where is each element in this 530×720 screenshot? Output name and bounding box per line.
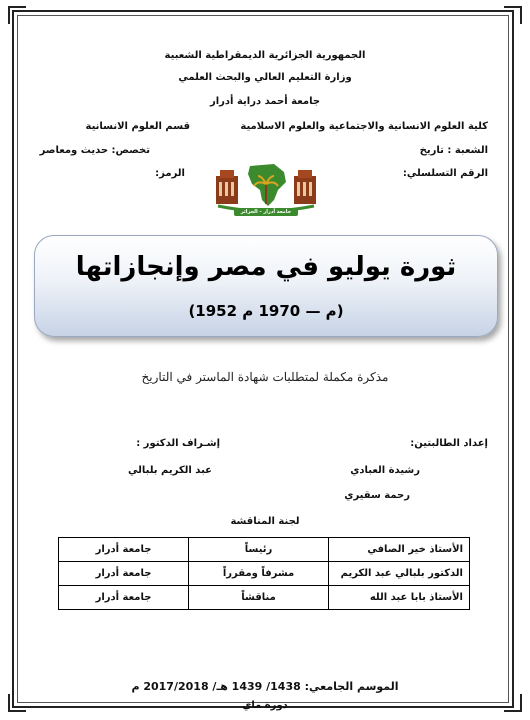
border-ornament <box>8 6 26 24</box>
member-role: مشرفاً ومقرراً <box>189 562 329 586</box>
students-label: إعداد الطالبتين: <box>410 438 488 449</box>
member-role: رئيساً <box>189 538 329 562</box>
member-university: جامعة أدرار <box>59 586 189 610</box>
committee-label: لجنة المناقشة <box>230 516 300 527</box>
member-university: جامعة أدرار <box>59 562 189 586</box>
republic-line: الجمهورية الجزائرية الديمقراطية الشعبية <box>164 50 366 61</box>
supervisor-label: إشـراف الدكتور : <box>136 438 220 449</box>
member-role: مناقشاً <box>189 586 329 610</box>
logo-caption: جامعة أدرار - الجزائر <box>240 209 292 215</box>
faculty-name: كلية العلوم الانسانية والاجتماعية والعلوم الاسلامية <box>240 121 488 132</box>
table-row <box>59 538 470 562</box>
student-name: رشيدة العبادي <box>350 465 420 476</box>
ministry-line: وزارة التعليم العالي والبحث العلمي <box>178 72 352 83</box>
table-row <box>59 562 470 586</box>
code-label: الرمز: <box>155 168 185 179</box>
university-line: جامعة أحمد دراية أدرار <box>209 96 321 107</box>
university-logo-icon <box>214 160 318 218</box>
academic-season: الموسم الجامعي: 1438/ 1439 هـ/ 2017/2018 م <box>131 680 399 693</box>
thesis-title-years: (1952 م — 1970 م) <box>188 302 344 320</box>
table-row <box>59 586 470 610</box>
student-name: رحمة سقيري <box>344 490 410 501</box>
specialty-label: تخصص: حديث ومعاصر <box>39 145 150 156</box>
branch-label: الشعبة : تاريخ <box>419 145 488 156</box>
member-name: الدكتور بلبالي عبد الكريم <box>329 562 470 586</box>
supervisor-name: عبد الكريم بلبالي <box>127 465 212 476</box>
border-ornament <box>504 6 522 24</box>
member-name: الأستاذ خير الصافي <box>329 538 470 562</box>
serial-number-label: الرقم التسلسلي: <box>402 168 488 179</box>
member-university: جامعة أدرار <box>59 538 189 562</box>
committee-table <box>58 537 470 610</box>
thesis-subtitle: مذكرة مكملة لمتطلبات شهادة الماستر في التاريخ <box>141 370 389 384</box>
thesis-title: ثورة يوليو في مصر وإنجازاتها <box>75 252 457 282</box>
member-name: الأستاذ بابا عبد الله <box>329 586 470 610</box>
exam-session: دورة ماي <box>242 700 288 711</box>
department-name: قسم العلوم الانسانية <box>85 121 190 132</box>
thesis-title-box <box>34 235 498 337</box>
